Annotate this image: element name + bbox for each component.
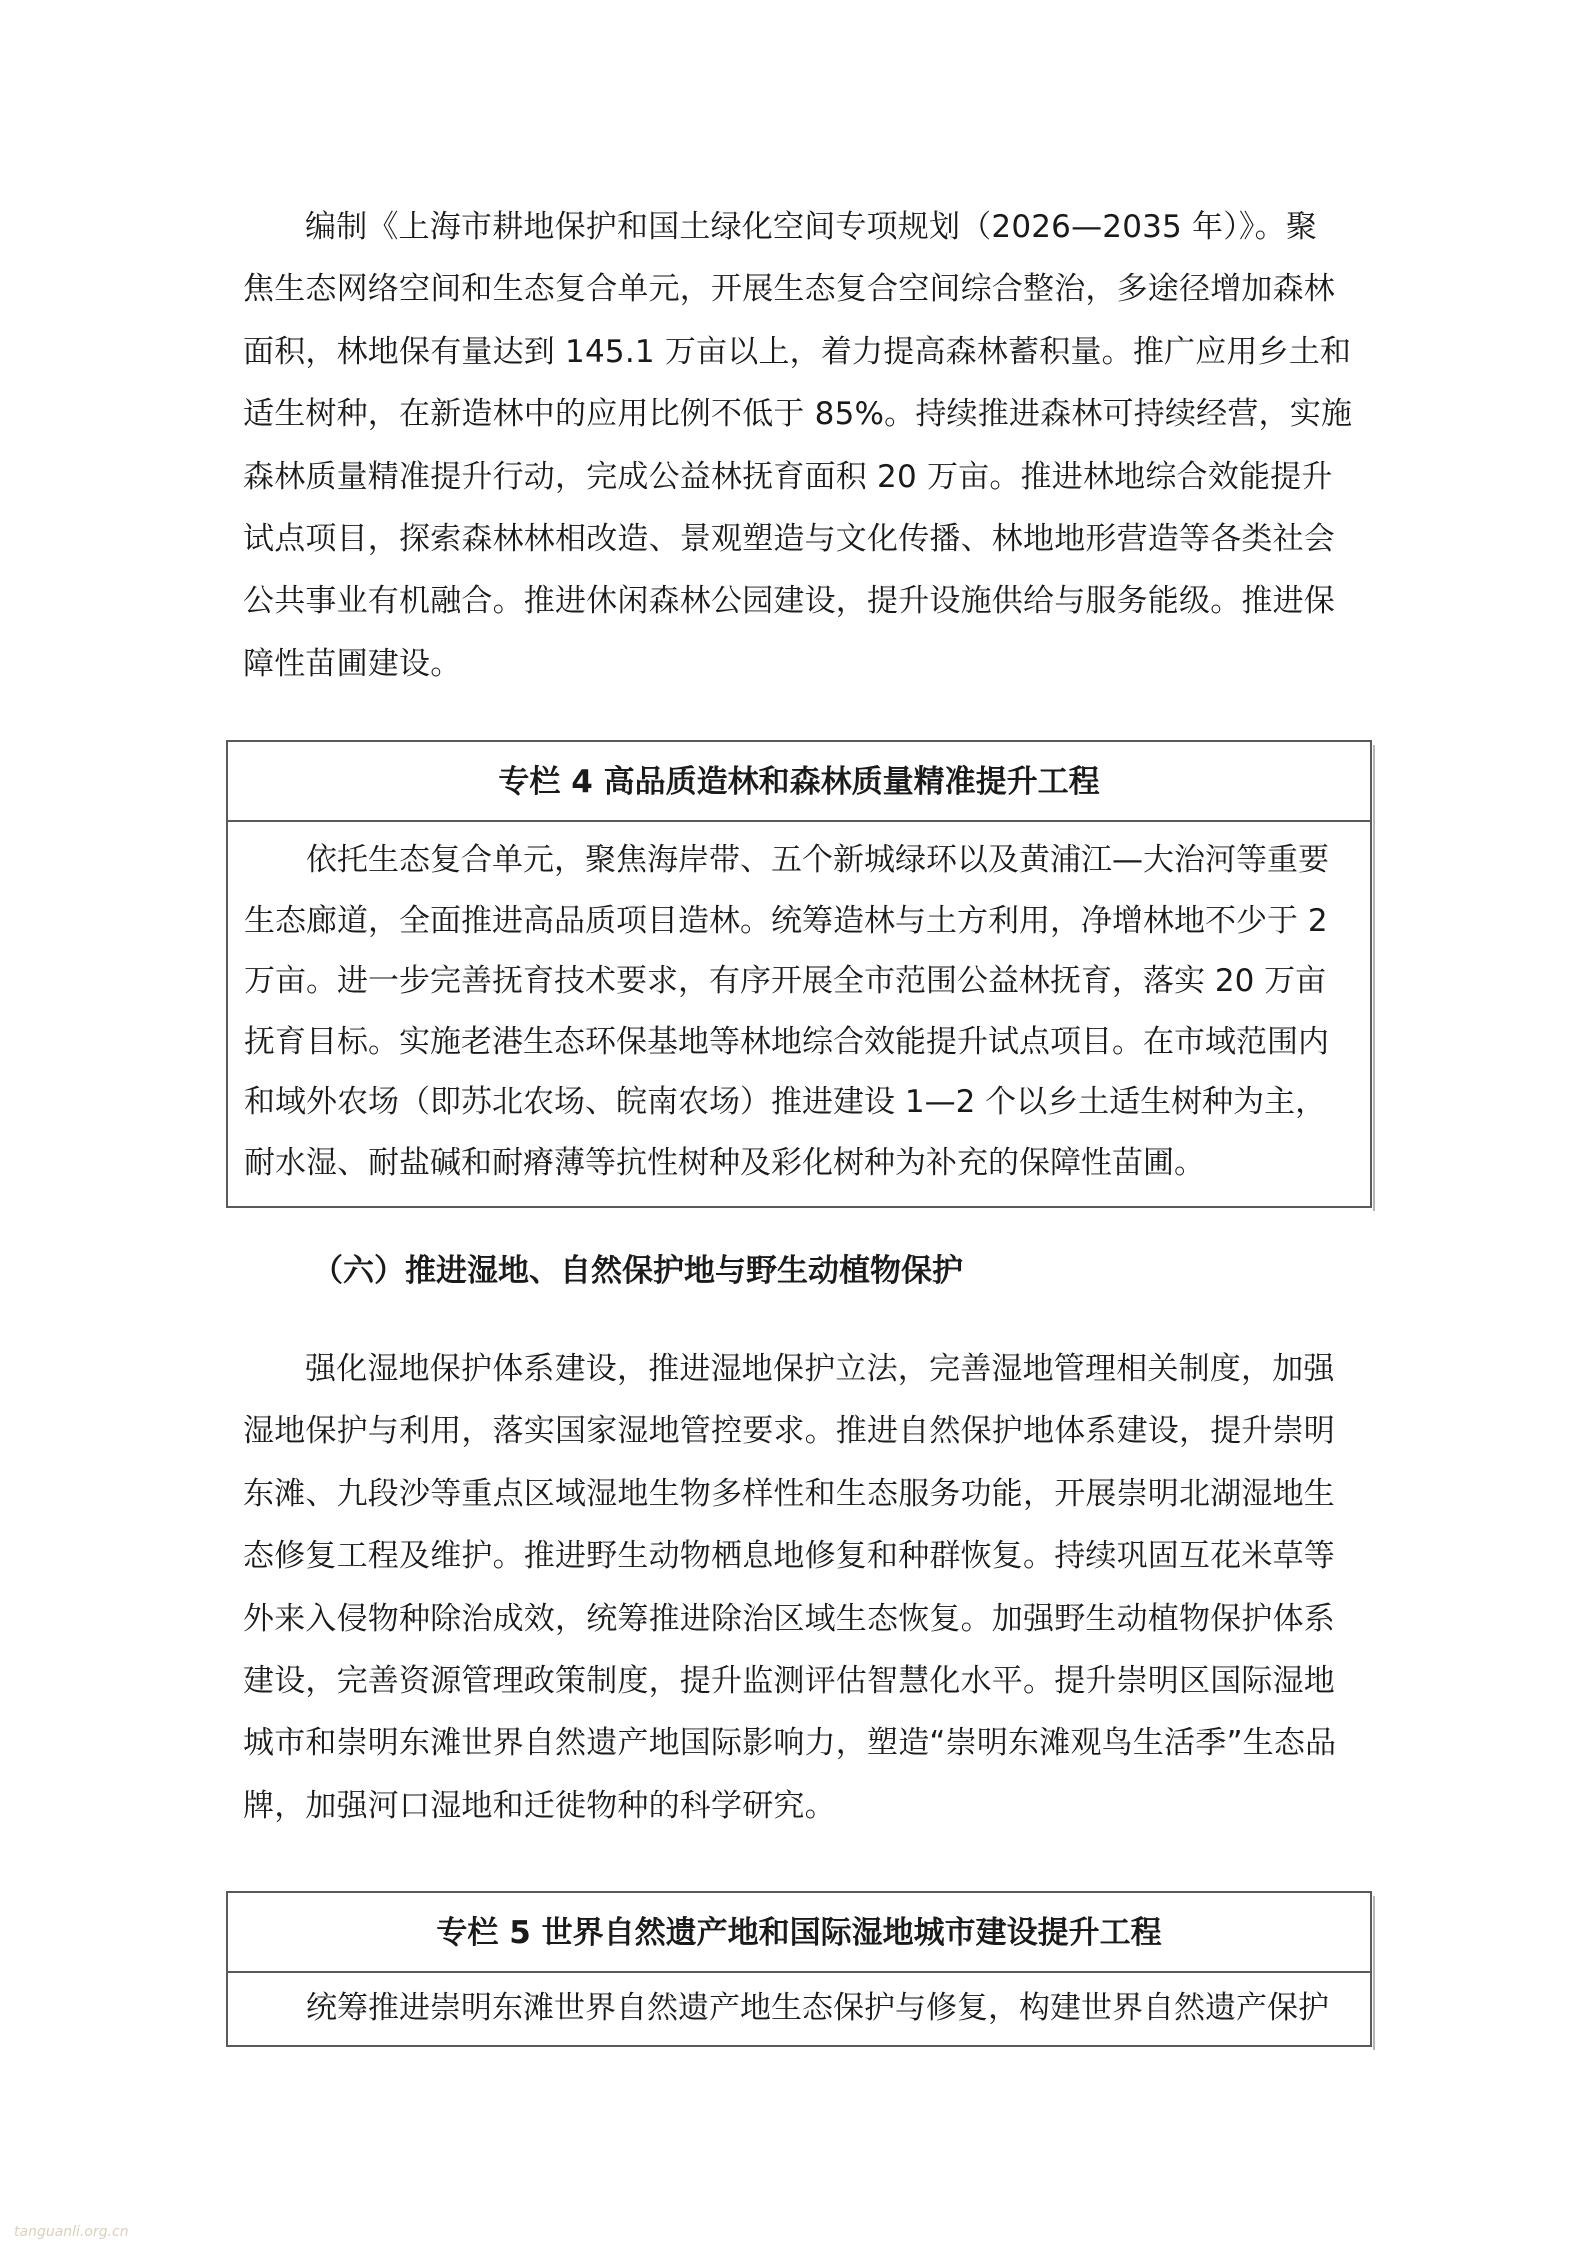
text-line: 生态廊道，全面推进高品质项目造林。统筹造林与土方利用，净增林地不少于 2 xyxy=(244,902,1328,939)
text-line: 牌，加强河口湿地和迁徙物种的科学研究。 xyxy=(243,1787,836,1824)
text-line: 障性苗圃建设。 xyxy=(243,645,462,682)
text-line: 面积，林地保有量达到 145.1 万亩以上，着力提高森林蓄积量。推广应用乡土和 xyxy=(243,333,1352,370)
text-line: 万亩。进一步完善抚育技术要求，有序开展全市范围公益林抚育，落实 20 万亩 xyxy=(244,963,1327,999)
text-line: 和域外农场（即苏北农场、皖南农场）推进建设 1—2 个以乡土适生树种为主， xyxy=(244,1084,1327,1120)
column-box-title: 专栏 5 世界自然遗产地和国际湿地城市建设提升工程 xyxy=(228,1893,1370,1973)
text-line: 统筹推进崇明东滩世界自然遗产地生态保护与修复，构建世界自然遗产保护 xyxy=(306,1990,1329,2026)
text-line: 森林质量精准提升行动，完成公益林抚育面积 20 万亩。推进林地综合效能提升 xyxy=(243,458,1333,495)
text-line: 东滩、九段沙等重点区域湿地生物多样性和生态服务功能，开展崇明北湖湿地生 xyxy=(243,1475,1335,1512)
column-box-body xyxy=(228,822,1370,1193)
text-line: 湿地保护与利用，落实国家湿地管控要求。推进自然保护地体系建设，提升崇明 xyxy=(243,1413,1335,1450)
text-line: 依托生态复合单元，聚焦海岸带、五个新城绿环以及黄浦江—大治河等重要 xyxy=(306,842,1329,878)
text-line: 耐水湿、耐盐碱和耐瘠薄等抗性树种及彩化树种为补充的保障性苗圃。 xyxy=(244,1144,1205,1181)
watermark-text: tanguanli.org.cn xyxy=(14,2224,129,2240)
text-line: 外来入侵物种除治成效，统筹推进除治区域生态恢复。加强野生动植物保护体系 xyxy=(243,1600,1335,1637)
column-box-4 xyxy=(226,740,1372,1208)
text-line: 态修复工程及维护。推进野生动物栖息地修复和种群恢复。持续巩固互花米草等 xyxy=(243,1538,1335,1575)
text-line: 城市和崇明东滩世界自然遗产地国际影响力，塑造“崇明东滩观鸟生活季”生态品 xyxy=(243,1725,1337,1762)
text-line: 编制《上海市耕地保护和国土绿化空间专项规划（2026—2035 年）》。聚 xyxy=(305,209,1318,245)
text-line: 建设，完善资源管理政策制度，提升监测评估智慧化水平。提升崇明区国际湿地 xyxy=(243,1662,1335,1699)
column-box-title: 专栏 4 高品质造林和森林质量精准提升工程 xyxy=(228,742,1370,822)
text-line: 焦生态网络空间和生态复合单元，开展生态复合空间综合整治，多途径增加森林 xyxy=(243,271,1335,308)
text-line: 抚育目标。实施老港生态环保基地等林地综合效能提升试点项目。在市域范围内 xyxy=(244,1023,1329,1060)
column-box-body xyxy=(228,1973,1370,2041)
column-box-5 xyxy=(226,1891,1372,2047)
section-paragraph xyxy=(243,1338,1359,1837)
text-line: 强化湿地保护体系建设，推进湿地保护立法，完善湿地管理相关制度，加强 xyxy=(305,1351,1335,1387)
text-line: 公共事业有机融合。推进休闲森林公园建设，提升设施供给与服务能级。推进保 xyxy=(243,583,1335,620)
text-line: 试点项目，探索森林林相改造、景观塑造与文化传播、林地地形营造等各类社会 xyxy=(243,520,1335,557)
section-heading: （六）推进湿地、自然保护地与野生动植物保护 xyxy=(312,1253,963,1289)
intro-paragraph xyxy=(243,196,1359,695)
text-line: 适生树种，在新造林中的应用比例不低于 85%。持续推进森林可持续经营，实施 xyxy=(243,396,1353,433)
